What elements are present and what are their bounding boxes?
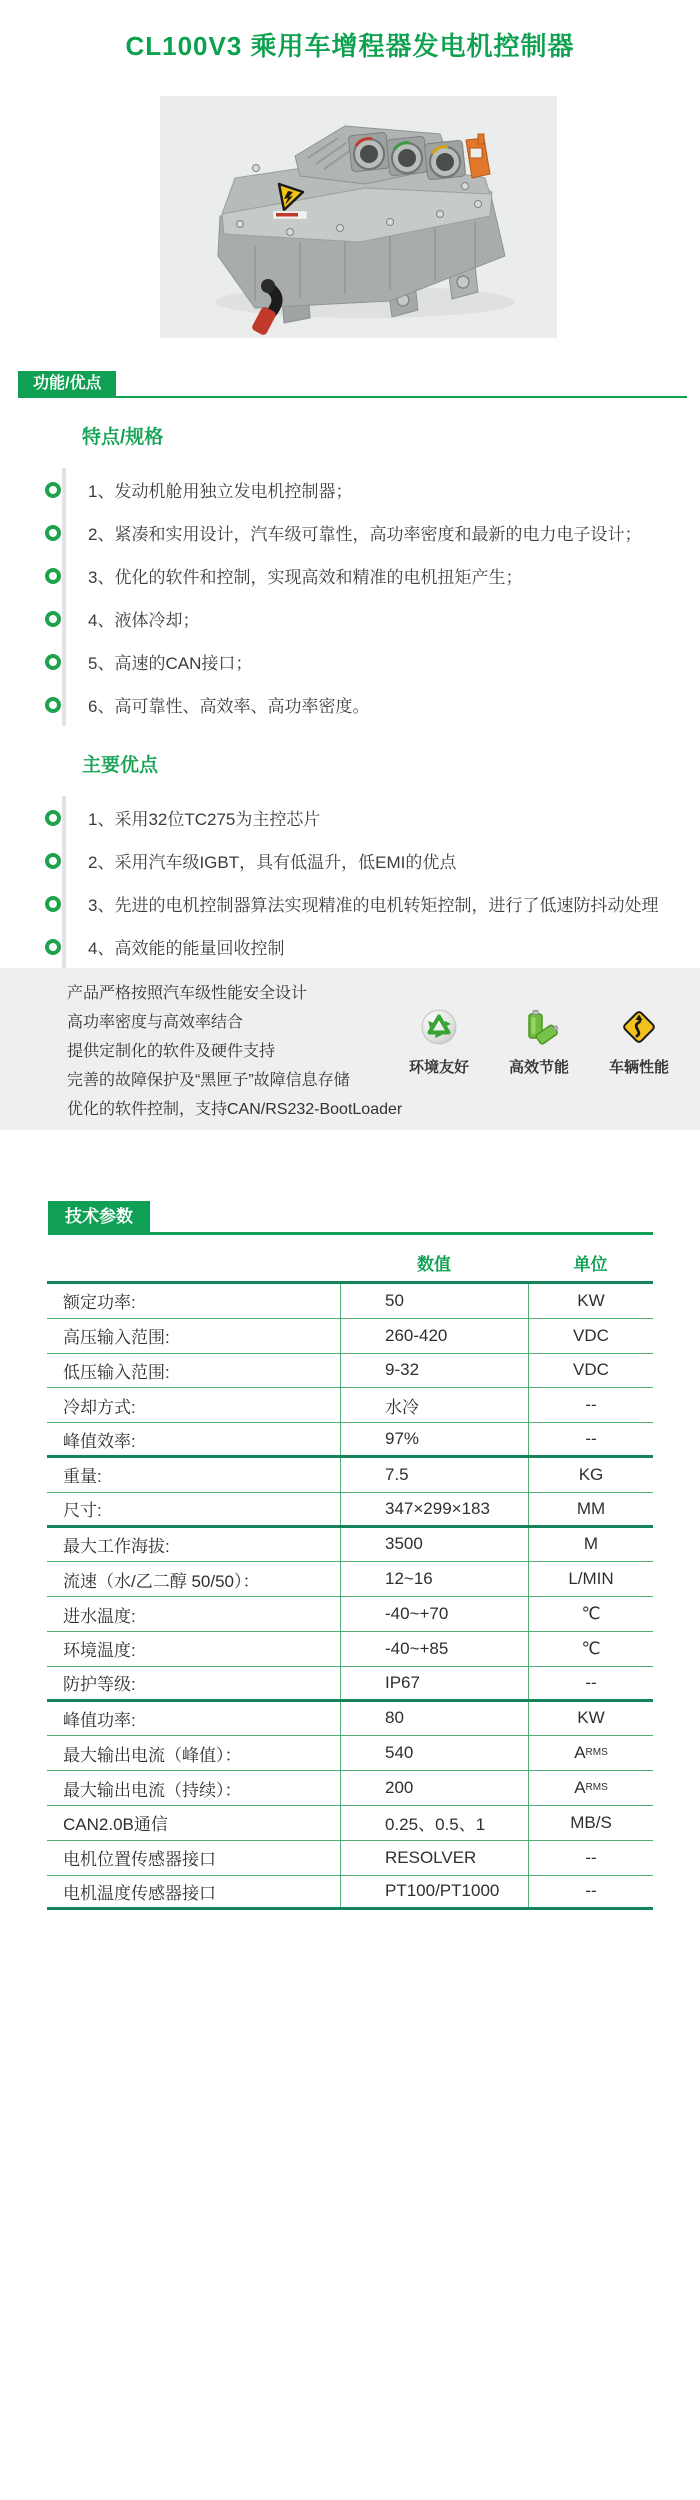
param-unit-text: A <box>574 1778 586 1798</box>
param-row <box>47 1458 653 1493</box>
param-name: 环境温度: <box>63 1641 136 1661</box>
param-unit <box>528 1841 653 1875</box>
param-unit-subscript: RMS <box>585 1782 608 1794</box>
param-unit <box>528 1702 653 1736</box>
param-value: 9-32 <box>340 1354 528 1388</box>
param-value: 12~16 <box>340 1562 528 1596</box>
feature-item <box>66 683 700 726</box>
bullet-ring-icon <box>45 853 61 869</box>
param-unit-text: VDC <box>573 1360 609 1380</box>
param-name: 冷却方式: <box>63 1397 136 1417</box>
param-name: 最大输出电流（持续）： <box>63 1780 242 1800</box>
param-name: 进水温度: <box>63 1606 136 1626</box>
param-name: 最大输出电流（峰值）： <box>63 1745 242 1765</box>
highlight-line: 提供定制化的软件及硬件支持 <box>67 1043 276 1060</box>
eco-badges <box>406 1008 672 1077</box>
controller-illustration <box>160 96 557 338</box>
param-name: 峰值功率: <box>63 1710 136 1730</box>
param-value: PT100/PT1000 <box>340 1876 528 1908</box>
eco-badge-performance <box>606 1008 672 1077</box>
feature-item <box>66 640 700 683</box>
param-unit-text: M <box>583 1534 599 1554</box>
param-value: IP67 <box>340 1667 528 1699</box>
param-value: 347×299×183 <box>340 1493 528 1525</box>
highlight-line: 产品严格按照汽车级性能安全设计 <box>67 985 308 1002</box>
param-name: 最大工作海拔: <box>63 1536 170 1556</box>
param-unit-text: ℃ <box>581 1638 601 1658</box>
param-unit-text: ℃ <box>581 1604 601 1624</box>
param-unit <box>528 1458 653 1492</box>
param-value: 3500 <box>340 1528 528 1562</box>
param-unit <box>528 1736 653 1770</box>
param-unit <box>528 1771 653 1805</box>
param-name: 流速（水/乙二醇 50/50）： <box>63 1571 260 1591</box>
param-unit-text: VDC <box>573 1325 609 1345</box>
param-row <box>47 1597 653 1632</box>
param-unit-text: -- <box>585 1672 597 1692</box>
params-column-headers <box>47 1247 653 1277</box>
recycle-icon <box>420 1008 458 1046</box>
param-value: 97% <box>340 1423 528 1455</box>
param-unit-text: MM <box>576 1498 606 1518</box>
bullet-ring-icon <box>45 697 61 713</box>
param-row <box>47 1319 653 1354</box>
param-unit <box>528 1528 653 1562</box>
param-name: 电机位置传感器接口 <box>63 1850 216 1870</box>
param-row <box>47 1388 653 1423</box>
param-row <box>47 1562 653 1597</box>
param-unit-text: KG <box>578 1464 604 1484</box>
feature-item <box>66 511 700 554</box>
param-name: CAN2.0B通信 <box>63 1815 168 1835</box>
highlight-line: 优化的软件控制，支持CAN/RS232-BootLoader <box>67 1101 403 1118</box>
bullet-ring-icon <box>45 482 61 498</box>
specs-list <box>62 468 700 726</box>
param-unit-text: A <box>574 1743 586 1763</box>
eco-badge-label: 高效节能 <box>508 1059 569 1076</box>
advantages-list <box>62 796 700 968</box>
param-value: 80 <box>340 1702 528 1736</box>
param-value: -40~+70 <box>340 1597 528 1631</box>
param-unit <box>528 1284 653 1318</box>
bullet-ring-icon <box>45 525 61 541</box>
eco-badge-label: 车辆性能 <box>608 1059 669 1076</box>
param-unit-text: -- <box>585 1395 597 1415</box>
feature-item-text: 4、高效能的能量回收控制 <box>88 939 285 958</box>
param-row <box>47 1528 653 1563</box>
param-unit-text: -- <box>585 1429 597 1449</box>
param-unit-text: MB/S <box>570 1812 612 1832</box>
highlights-panel <box>0 968 700 1130</box>
param-name: 防护等级: <box>63 1675 136 1695</box>
param-value: 7.5 <box>340 1458 528 1492</box>
param-row <box>47 1632 653 1667</box>
param-unit <box>528 1806 653 1840</box>
advantages-heading: 主要优点 <box>82 755 159 776</box>
param-unit <box>528 1876 653 1908</box>
param-unit <box>528 1319 653 1353</box>
param-row <box>47 1702 653 1737</box>
param-unit <box>528 1597 653 1631</box>
feature-item-text: 1、发动机舱用独立发电机控制器； <box>88 482 353 501</box>
feature-item <box>66 839 700 882</box>
param-unit <box>528 1388 653 1422</box>
param-row <box>47 1736 653 1771</box>
param-unit-text: KW <box>577 1708 605 1728</box>
param-name: 重量: <box>63 1467 102 1487</box>
feature-item <box>66 925 700 968</box>
tech-params-badge: 技术参数 <box>48 1201 150 1232</box>
highlight-line: 高功率密度与高效率结合 <box>67 1014 244 1031</box>
tech-params-header <box>48 1201 653 1235</box>
param-value: 540 <box>340 1736 528 1770</box>
eco-badge-label: 环境友好 <box>408 1059 469 1076</box>
param-row <box>47 1284 653 1319</box>
param-name: 电机温度传感器接口 <box>63 1883 216 1903</box>
road-sign-icon <box>620 1008 658 1046</box>
feature-item-text: 2、采用汽车级IGBT，具有低温升，低EMI的优点 <box>88 853 457 872</box>
param-unit <box>528 1667 653 1699</box>
param-row <box>47 1667 653 1702</box>
feature-item-text: 6、高可靠性、高效率、高功率密度。 <box>88 697 370 716</box>
param-unit <box>528 1354 653 1388</box>
feature-item-text: 3、先进的电机控制器算法实现精准的电机转矩控制，进行了低速防抖动处理 <box>88 896 659 915</box>
param-value: 50 <box>340 1284 528 1318</box>
feature-item <box>66 468 700 511</box>
param-unit-text: KW <box>577 1290 605 1310</box>
param-unit-text: L/MIN <box>568 1569 614 1589</box>
param-unit-text: -- <box>585 1847 597 1867</box>
bullet-ring-icon <box>45 939 61 955</box>
params-table <box>47 1281 653 1910</box>
battery-icon <box>520 1008 558 1046</box>
param-value: 200 <box>340 1771 528 1805</box>
param-row <box>47 1806 653 1841</box>
param-unit <box>528 1632 653 1666</box>
param-value: 260-420 <box>340 1319 528 1353</box>
param-name: 尺寸: <box>63 1501 102 1521</box>
feature-item-text: 3、优化的软件和控制，实现高效和精准的电机扭矩产生； <box>88 568 523 587</box>
eco-badge-efficiency <box>506 1008 572 1077</box>
param-name: 额定功率: <box>63 1293 136 1313</box>
feature-item-text: 5、高速的CAN接口； <box>88 654 253 673</box>
features-section-header <box>18 371 687 398</box>
param-row <box>47 1423 653 1458</box>
param-unit-subscript: RMS <box>585 1747 608 1759</box>
param-row <box>47 1876 653 1911</box>
param-value: RESOLVER <box>340 1841 528 1875</box>
param-name: 峰值效率: <box>63 1431 136 1451</box>
param-value: 水冷 <box>340 1388 528 1422</box>
bullet-ring-icon <box>45 568 61 584</box>
feature-item <box>66 554 700 597</box>
eco-badge-environment <box>406 1008 472 1077</box>
param-unit-text: -- <box>585 1881 597 1901</box>
feature-item <box>66 882 700 925</box>
param-row <box>47 1354 653 1389</box>
value-column-header: 数值 <box>417 1254 451 1274</box>
bullet-ring-icon <box>45 896 61 912</box>
param-unit <box>528 1423 653 1455</box>
bullet-ring-icon <box>45 810 61 826</box>
page-title: CL100V3 乘用车增程器发电机控制器 <box>125 31 575 61</box>
highlight-line: 完善的故障保护及“黑匣子”故障信息存储 <box>67 1072 350 1089</box>
param-unit <box>528 1493 653 1525</box>
product-photo <box>160 96 557 338</box>
features-section-badge: 功能/优点 <box>18 371 116 396</box>
feature-item-text: 2、紧凑和实用设计，汽车级可靠性，高功率密度和最新的电力电子设计； <box>88 525 642 544</box>
feature-item <box>66 597 700 640</box>
bullet-ring-icon <box>45 654 61 670</box>
param-row <box>47 1771 653 1806</box>
feature-item <box>66 796 700 839</box>
feature-item-text: 4、液体冷却； <box>88 611 200 630</box>
unit-column-header: 单位 <box>573 1254 608 1274</box>
feature-item-text: 1、采用32位TC275为主控芯片 <box>88 810 321 829</box>
param-name: 低压输入范围: <box>63 1362 170 1382</box>
param-row <box>47 1841 653 1876</box>
param-value: -40~+85 <box>340 1632 528 1666</box>
specs-heading: 特点/规格 <box>82 427 164 448</box>
param-name: 高压输入范围: <box>63 1328 170 1348</box>
param-value: 0.25、0.5、1 <box>340 1806 528 1840</box>
bullet-ring-icon <box>45 611 61 627</box>
param-row <box>47 1493 653 1528</box>
param-unit <box>528 1562 653 1596</box>
